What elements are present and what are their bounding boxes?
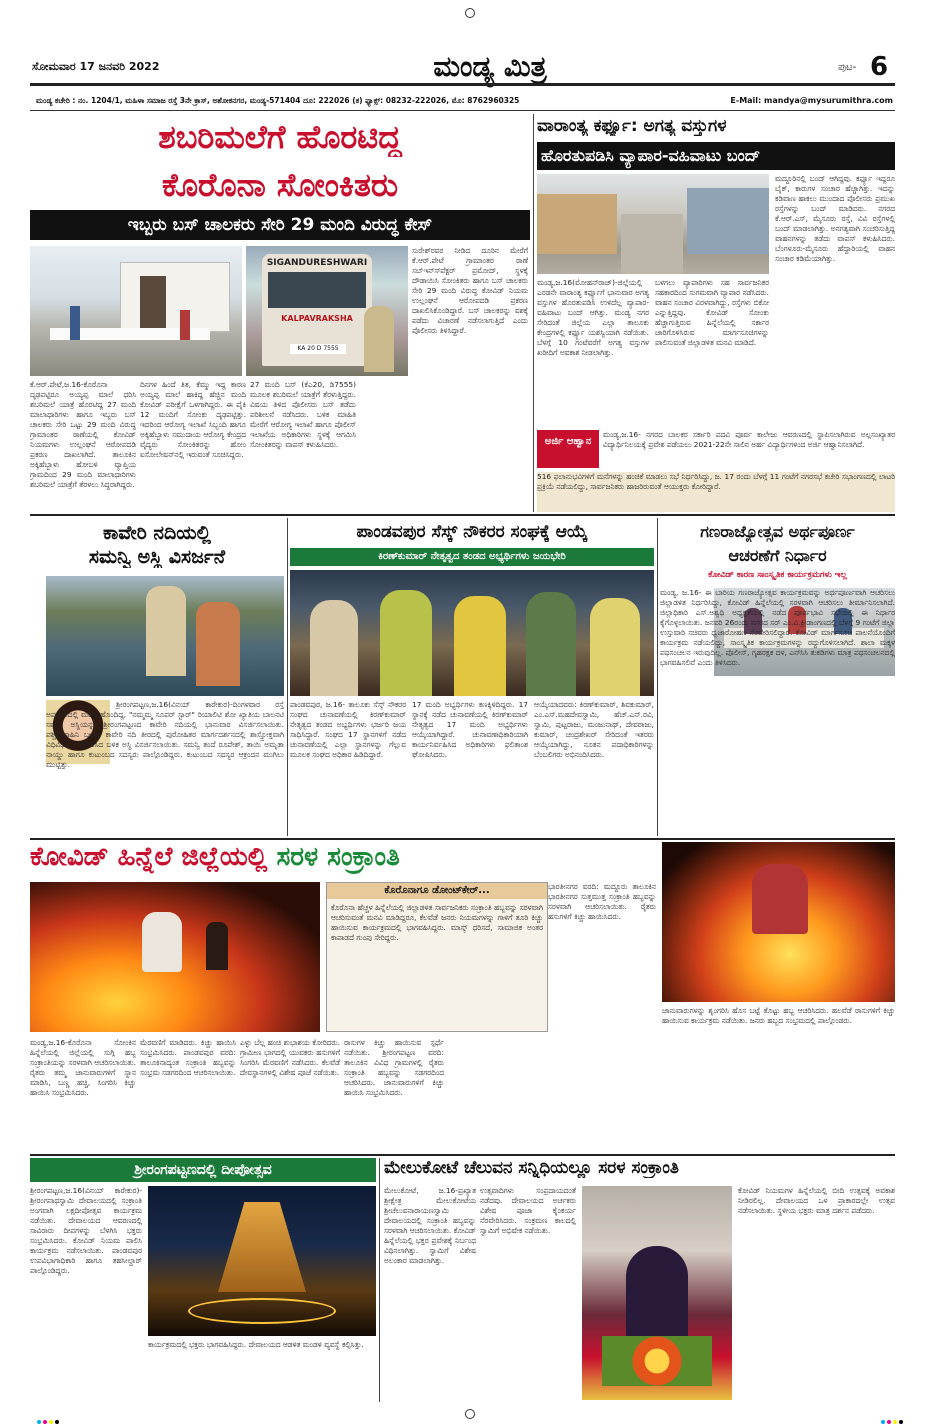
story6-headline xyxy=(30,842,660,878)
story4-subhead: ಕಿರಣ್‍ಕುಮಾರ್ ನೇತೃತ್ವದ ತಂಡದ ಅಭ್ಯರ್ಥಿಗಳು ಜಯಭೇರಿ xyxy=(290,548,654,566)
story4-col-b: 17 ಮಂದಿ ಅಭ್ಯರ್ಥಿಗಳು ಕಣಕ್ಕಿಳಿದಿದ್ದರು. 17 ಸ್ಥಾನಕ್ಕೆ ನಡೆದ ಚುನಾವಣೆಯಲ್ಲಿ ಕಿರಣ್‍ಕುಮಾರ್ ನೇತೃತ್ವದ 17 ಮಂದಿ ಅಭ್ಯರ್ಥಿಗಳು ಆಯ್ಕೆಯಾಗಿದ್ದಾರೆ. ಚುನಾವಣಾಧಿಕಾರಿಯಾಗಿ ಕಾರ್ಯನಿರ್ವಹಿಸಿದ ಅಧಿಕಾರಿಗಳು ಫಲಿತಾಂಶ ಘೋಷಿಸಿದರು. xyxy=(412,700,528,759)
story-cesc xyxy=(290,518,654,838)
office-line-bar xyxy=(30,93,895,111)
story6-headline-part2: ಸರಳ ಸಂಕ್ರಾಂತಿ xyxy=(276,842,400,872)
story1-col-c: 27 ಮಂದಿ ಬಸ್ (ಕೆಎ20, ಡಿ7555) ಮೂಲಕ ಶಬರಿಮಲೆ ಯಾತ್ರೆಗೆ ತೆರಳುತ್ತಿದ್ದರು. ವಿಷಯ ತಿಳಿದ ಪೊಲೀಸರು ಬಸ್ ತಡೆದು ಪರಿಶೀಲನೆ ನಡೆಸಿದರು. ಬಳಿಕ ಮಾಹಿತಿ ಮೇರೆಗೆ ಆರೋಗ್ಯ ಇಲಾಖೆ ಹಾಗೂ ಪೊಲೀಸ್ ಇಲಾಖೆಯ ಅಧಿಕಾರಿಗಳು ಸ್ಥಳಕ್ಕೆ ಆಗಮಿಸಿ ಸೋಂಕಿತರನ್ನು ವಾಪಸ್ ಕಳುಹಿಸಿದರು. xyxy=(250,380,356,449)
story2-photo-street xyxy=(537,174,769,274)
story2-col-b: ಬಳಗಲು ವ್ಯಾಪಾರಿಗಳು ಸಹ ಸಾರ್ವಜನಿಕರ ಸಹಕಾರದಿಂದ ಸುಗಮವಾಗಿ ವ್ಯಾಪಾರ ನಡೆಸಿದರು. ವಾಹನ ಸಂಚಾರ ವಿರಳವಾಗಿದ್ದು, ರಸ್ತೆಗಳು ಬಿಕೋ ಎನ್ನುತ್ತಿದ್ದವು. ಕೋವಿಡ್ ಸೋಂಕು ಹೆಚ್ಚಾಗುತ್ತಿರುವ ಹಿನ್ನೆಲೆಯಲ್ಲಿ ಸರ್ಕಾರ ಜಾರಿಗೊಳಿಸಿರುವ ಮಾರ್ಗಸೂಚಿಗಳನ್ನು ಪಾಲಿಸುವಂತೆ ಜಿಲ್ಲಾಡಳಿತ ಮನವಿ ಮಾಡಿದೆ. xyxy=(655,278,769,347)
story-sankranti xyxy=(30,842,895,1154)
section-rule-1 xyxy=(30,514,895,516)
section-rule-2 xyxy=(30,838,895,840)
story2-notice-text: ಮಂಡ್ಯ,ಜ.16- ನಗರದ ಬಾಲಕರ ಸರ್ಕಾರಿ ಪದವಿ ಪೂರ್ವ ಕಾಲೇಜು ಆವರಣದಲ್ಲಿ ಸ್ಥಾಪಿಸಲಾಗಿರುವ ಅಲ್ಪಸಂಖ್ಯಾತರ ವಿದ್ಯಾರ್ಥಿನಿಲಯಕ್ಕೆ ಪ್ರವೇಶ ಪಡೆಯಲು 2021-22ನೇ ಸಾಲಿನ ಅರ್ಹ ವಿದ್ಯಾರ್ಥಿಗಳಿಂದ ಅರ್ಜಿ ಆಹ್ವಾನಿಸಲಾಗಿದೆ. xyxy=(603,430,895,449)
story5-text: ಮಂಡ್ಯ, ಜ.16- ಈ ಬಾರಿಯ ಗಣರಾಜ್ಯೋತ್ಸವ ಕಾರ್ಯಕ್ರಮವನ್ನು ಅರ್ಥಪೂರ್ಣವಾಗಿ ಆಚರಿಸಲು ಜಿಲ್ಲಾಡಳಿತ ನಿರ್ಧರಿಸಿದ್ದು, ಕೋವಿಡ್ ಹಿನ್ನೆಲೆಯಲ್ಲಿ ಸರಳವಾಗಿ ಆಚರಿಸಲು ತೀರ್ಮಾನಿಸಲಾಗಿದೆ. ಜಿಲ್ಲಾಧಿಕಾರಿ ಎಸ್.ಅಶ್ವಥಿ ಅಧ್ಯಕ್ಷತೆಯಲ್ಲಿ ನಡೆದ ಪೂರ್ವಭಾವಿ ಸಭೆಯಲ್ಲಿ ಈ ನಿರ್ಧಾರ ಕೈಗೊಳ್ಳಲಾಯಿತು. ಜನವರಿ 26ರಂದು ನಗರದ ಸರ್ ಎಂ.ವಿ.ಕ್ರೀಡಾಂಗಣದಲ್ಲಿ ಬೆಳಗ್ಗೆ 9 ಗಂಟೆಗೆ ಜಿಲ್ಲಾ ಉಸ್ತುವಾರಿ ಸಚಿವರು ಧ್ವಜಾರೋಹಣ ನೆರವೇರಿಸಲಿದ್ದಾರೆ. ಕೋವಿಡ್ ಮಾರ್ಗಸೂಚಿ ಪಾಲನೆಯೊಂದಿಗೆ ಕಾರ್ಯಕ್ರಮ ನಡೆಯಲಿದ್ದು, ಸಾಂಸ್ಕೃತಿಕ ಕಾರ್ಯಕ್ರಮಗಳನ್ನು ರದ್ದುಗೊಳಿಸಲಾಗಿದೆ. ಶಾಲಾ ಮಕ್ಕಳ ಪಥಸಂಚಲನ ಇರುವುದಿಲ್ಲ. ಪೊಲೀಸ್, ಗೃಹರಕ್ಷಕ ದಳ, ಎನ್‍ಸಿಸಿ ತುಕಡಿಗಳು ಮಾತ್ರ ಪಥಸಂಚಲನದಲ್ಲಿ ಭಾಗವಹಿಸಲಿವೆ ಎಂದು ತಿಳಿಸಿದರು. xyxy=(660,588,895,667)
story-kaveri xyxy=(30,518,284,838)
story7-headline: ಶ್ರೀರಂಗಪಟ್ಟಣದಲ್ಲಿ ದೀಪೋತ್ಸವ xyxy=(30,1158,376,1182)
story8-col-a: ಮೇಲುಕೋಟೆ, ಜ.16-ಪ್ರಖ್ಯಾತ ಶ್ರೀಕ್ಷೇತ್ರ ಮೇಲುಕೋಟೆಯ ಶ್ರೀಚೆಲುವನಾರಾಯಣಸ್ವಾಮಿ ದೇವಾಲಯದಲ್ಲಿ ಸಂಕ್ರಾಂತಿ ಹಬ್ಬವನ್ನು ಸರಳವಾಗಿ ಆಚರಿಸಲಾಯಿತು. ಕೋವಿಡ್ ಹಿನ್ನೆಲೆಯಲ್ಲಿ ಭಕ್ತರ ಪ್ರವೇಶಕ್ಕೆ ನಿರ್ಬಂಧ ವಿಧಿಸಲಾಗಿತ್ತು. ಸ್ವಾಮಿಗೆ ವಿಶೇಷ ಅಲಂಕಾರ ಮಾಡಲಾಗಿತ್ತು. xyxy=(384,1186,476,1265)
story5-subhead: ಕೋವಿಡ್ ಕಾರಣ ಸಾಂಸ್ಕೃತಿಕ ಕಾರ್ಯಕ್ರಮಗಳು ಇಲ್ಲ xyxy=(708,570,847,580)
story2-notice-badge xyxy=(537,430,599,468)
registration-mark-bottom xyxy=(465,1409,475,1419)
story8-col-c: ಕೋವಿಡ್ ನಿಯಮಗಳ ಹಿನ್ನೆಲೆಯಲ್ಲಿ ಬೀದಿ ಉತ್ಸವಕ್ಕೆ ಅವಕಾಶ ನೀಡಿರಲಿಲ್ಲ. ದೇವಾಲಯದ ಒಳ ಪ್ರಾಕಾರದಲ್ಲೇ ಉತ್ಸವ ನಡೆಸಲಾಯಿತು. ಸ್ಥಳೀಯ ಭಕ್ತರು ಮಾತ್ರ ದರ್ಶನ ಪಡೆದರು. xyxy=(738,1186,895,1215)
story2-headline-1: ವಾರಾಂತ್ಯ ಕರ್ಫ್ಯೂ: ಅಗತ್ಯ ವಸ್ತುಗಳ xyxy=(537,116,727,136)
story3-photo-river xyxy=(46,576,284,696)
story1-photo-clinic xyxy=(30,246,242,376)
bus-plate: KA 20 D 7555 xyxy=(290,344,346,354)
story8-headline: ಮೇಲುಕೋಟೆ ಚೆಲುವನ ಸನ್ನಿಧಿಯಲ್ಲೂ ಸರಳ ಸಂಕ್ರಾಂತಿ xyxy=(384,1158,679,1178)
story2-headline-2: ಹೊರತುಪಡಿಸಿ ವ್ಯಾಪಾರ-ವಹಿವಾಟು ಬಂದ್ xyxy=(537,142,895,170)
col-divider-mid-1 xyxy=(287,518,288,836)
story5-headline-1: ಗಣರಾಜ್ಯೋತ್ಸವ ಅರ್ಥಪೂರ್ಣ xyxy=(700,522,855,541)
story6-col-d: ರಾಸುಗಳ ಕಿಚ್ಚು ಹಾಯಿಸುವ ಸ್ಪರ್ಧೆ ನಡೆಯಿತು. ಶ್ರೀರಂಗಪಟ್ಟಣ ವರದಿ: ತಾಲೂಕಿನ ವಿವಿಧ ಗ್ರಾಮಗಳಲ್ಲಿ ರೈತರು ಸಂಕ್ರಾಂತಿ ಹಬ್ಬವನ್ನು ಸಡಗರದಿಂದ ಆಚರಿಸಿದರು. ಜಾನುವಾರುಗಳಿಗೆ ಕಿಚ್ಚು ಹಾಯಿಸಿ ಸಂಭ್ರಮಿಸಿದರು. xyxy=(344,1038,444,1097)
story4-headline: ಪಾಂಡವಪುರ ಸೆಸ್ಕ್ ನೌಕರರ ಸಂಘಕ್ಕೆ ಆಯ್ಕೆ xyxy=(356,522,588,542)
story4-photo-group xyxy=(290,570,654,696)
notice-badge-label: ಅರ್ಜಿ ಆಹ್ವಾನ xyxy=(544,436,592,447)
page-label: ಪುಟ- xyxy=(838,62,857,73)
paper-name: ಮಂಡ್ಯ ಮಿತ್ರ xyxy=(433,50,547,83)
story-sabarimala xyxy=(30,114,530,514)
office-email: E-Mail: mandya@mysurumithra.com xyxy=(730,96,893,105)
color-bar-right xyxy=(880,1409,904,1424)
story1-col-a: ಕೆ.ಆರ್.ಪೇಟೆ,ಜ.16-ಕೊರೊನಾ ದೃಢಪಟ್ಟಿರೂ ಅಯ್ಯಪ್ಪ ಮಾಲೆ ಧರಿಸಿ ಶಬರಿಮಲೆ ಯಾತ್ರೆ ಹೊರಟಿದ್ದ 27 ಮಂದಿ ಮಾಲಾಧಾರಿಗಳು ಹಾಗೂ ಇಬ್ಬರು ಬಸ್ ಚಾಲಕರು ಸೇರಿ ಒಟ್ಟು 29 ಮಂದಿ ವಿರುದ್ಧ ಗ್ರಾಮಾಂತರ ಠಾಣೆಯಲ್ಲಿ ಕೋವಿಡ್ ನಿಯಮಗಳು ಉಲ್ಲಂಘನೆ ಆರೋಪದಡಿ ಪ್ರಕರಣ ದಾಖಲಾಗಿದೆ. ತಾಲೂಕಿನ ಅಕ್ಕಿಹೆಬ್ಬಾಳು ಹೋಬಳಿ ವ್ಯಾಪ್ತಿಯ ಗ್ರಾಮದಿಂದ 29 ಮಂದಿ ಮಾಲಾಧಾರಿಗಳು ಶಬರಿಮಲೆ ಯಾತ್ರೆಗೆ ತೆರಳಲು ಸಿದ್ಧರಾಗಿದ್ದರು. xyxy=(30,380,136,489)
page-number: 6 xyxy=(870,52,889,82)
story6-col-e: ಭಾರತೀನಗರ ವರದಿ: ಮದ್ದೂರು ತಾಲೂಕಿನ ಭಾರತೀನಗರ ಸುತ್ತಮುತ್ತ ಸಂಕ್ರಾಂತಿ ಹಬ್ಬವನ್ನು ಸರಳವಾಗಿ ಆಚರಿಸಲಾಯಿತು. ರೈತರು ಹಸುಗಳಿಗೆ ಕಿಚ್ಚು ಹಾಯಿಸಿದರು. xyxy=(548,882,656,921)
story4-col-a: ಪಾಂಡವಪುರ, ಜ.16- ತಾಲೂಕು ಸೆಸ್ಕ್ ನೌಕರರ ಸಂಘದ ಚುನಾವಣೆಯಲ್ಲಿ ಕಿರಣ್‍ಕುಮಾರ್ ನೇತೃತ್ವದ ತಂಡದ ಅಭ್ಯರ್ಥಿಗಳು ಭರ್ಜರಿ ಜಯ ಸಾಧಿಸಿದ್ದಾರೆ. ಸಂಘದ 17 ಸ್ಥಾನಗಳಿಗೆ ನಡೆದ ಚುನಾವಣೆಯಲ್ಲಿ ಎಲ್ಲಾ ಸ್ಥಾನಗಳನ್ನು ಗೆಲ್ಲುವ ಮೂಲಕ ಸಂಘದ ಅಧಿಕಾರ ಹಿಡಿದಿದ್ದಾರೆ. xyxy=(290,700,406,759)
story-republic-day xyxy=(660,518,895,838)
masthead xyxy=(30,50,895,94)
office-address: ಮಂಡ್ಯ ಕಚೇರಿ : ನಂ. 1204/1, ಮಹಿಳಾ ಸಮಾಜ ರಸ್ತೆ 3ನೇ ಕ್ರಾಸ್, ಅಶೋಕನಗರ, ಮಂಡ್ಯ-571404 ದೂ: 222026 (ಕ) ಫ್ಯಾಕ್ಸ್: 08232-222026, ಮೊ: 8762960325 xyxy=(36,96,520,105)
masthead-rule xyxy=(30,83,895,86)
story6-col-f: ಜಾನುವಾರುಗಳನ್ನು ಶೃಂಗರಿಸಿ ಹೊಸ ಬಟ್ಟೆ ತೊಟ್ಟು ಹಬ್ಬ ಆಚರಿಸಿದರು. ಹಲವೆಡೆ ರಾಸುಗಳಿಗೆ ಕಿಚ್ಚು ಹಾಯಿಸುವ ಕಾರ್ಯಕ್ರಮ ನಡೆಯಿತು. ಜನರು ಹಬ್ಬದ ಸಂಭ್ರಮದಲ್ಲಿ ಪಾಲ್ಗೊಂಡರು. xyxy=(662,1006,895,1025)
story8-photo-deity xyxy=(582,1186,732,1400)
story-deepotsava xyxy=(30,1158,376,1402)
col-divider-top xyxy=(533,114,534,512)
story5-headline-2: ಆಚರಣೆಗೆ ನಿರ್ಧಾರ xyxy=(728,546,827,565)
story3-headline-1: ಕಾವೇರಿ ನದಿಯಲ್ಲಿ xyxy=(103,522,211,544)
story6-box xyxy=(326,882,548,1032)
registration-mark-top xyxy=(465,8,475,18)
color-bar-left xyxy=(36,1409,60,1424)
story7-text-b: ಕಾರ್ಯಕ್ರಮದಲ್ಲಿ ಭಕ್ತರು ಭಾಗವಹಿಸಿದ್ದರು. ದೇವಾಲಯದ ಆಡಳಿತ ಮಂಡಳಿ ವ್ಯವಸ್ಥೆ ಕಲ್ಪಿಸಿತ್ತು. xyxy=(148,1340,364,1349)
story2-col-c: ಮದ್ದೂರಿನಲ್ಲಿ ಬಂದ್ ಆಗಿದ್ದವು. ಕರ್ಫ್ಯೂ ಇದ್ದರೂ ಬೈಕ್, ಕಾರುಗಳ ಸಂಚಾರ ಹೆಚ್ಚಾಗಿತ್ತು. ಇದನ್ನು ಕಡಿವಾಣ ಹಾಕಲು ಮುಂದಾದ ಪೊಲೀಸರು ಪ್ರಮುಖ ರಸ್ತೆಗಳನ್ನು ಬಂದ್ ಮಾಡಿದರು. ನಗರದ ಕೆ.ಆರ್.ಎಸ್, ಮೈಸೂರು ರಸ್ತೆ, ವಿವಿ ರಸ್ತೆಗಳಲ್ಲಿ ಬಂದ್ ಮಾಡಲಾಗಿತ್ತು. ಅನಗತ್ಯವಾಗಿ ಸಂಚರಿಸುತ್ತಿದ್ದ ವಾಹನಗಳನ್ನು ತಡೆದು ವಾಪಸ್ ಕಳುಹಿಸಿದರು. ಬೆಂಗಳೂರು-ಮೈಸೂರು ಹೆದ್ದಾರಿಯಲ್ಲಿ ವಾಹನ ಸಂಚಾರ ಕಡಿಮೆಯಾಗಿತ್ತು. xyxy=(775,174,895,263)
story3-text: ಶ್ರೀರಂಗಪಟ್ಟಣ,ಜ.16(ವಿನಯ್ ಕಾರೇಕುರ)-ದಿಂಗಳವಾರ ರಸ್ತೆ ಅಪಘಾತದಲ್ಲಿ ಮರಣ ಹೊಂದಿದ್ದ, "ನಮ್ಮಮ್ಮ ಸೂಪರ್ ಸ್ಟಾರ್" ರಿಯಾಲಿಟಿ ಶೋ ಖ್ಯಾತಿಯ ಬಾಲನಟಿ ಸಮನ್ವಿ ಅಸ್ಥಿಯನ್ನು ಶ್ರೀರಂಗಪಟ್ಟಣದ ಕಾವೇರಿ ನದಿಯಲ್ಲಿ ಭಾನುವಾರ ವಿಸರ್ಜಿಸಲಾಯಿತು. ಪಶ್ಚಿಮವಾಹಿನಿ ಬಳಿಯ ಕಾವೇರಿ ನದಿ ತೀರದಲ್ಲಿ ಪುರೋಹಿತರ ಮಾರ್ಗದರ್ಶನದಲ್ಲಿ ಶಾಸ್ತ್ರೋಕ್ತವಾಗಿ ವಿಧಿವಿಧಾನ ನೆರವೇರಿಸಿದ ಬಳಿಕ ಅಸ್ಥಿ ವಿಸರ್ಜಿಸಲಾಯಿತು. ಸಮನ್ವಿ ತಂದೆ ರೂಪೇಶ್, ತಾಯಿ ಅಮೃತಾ ನಾಯ್ಡು ಹಾಗೂ ಕುಟುಂಬದ ಸದಸ್ಯರು ಪಾಲ್ಗೊಂಡಿದ್ದರು. ಕುಟುಂಬದ ಸದಸ್ಯರ ಆಕ್ರಂದನ ಮುಗಿಲು ಮುಟ್ಟಿತ್ತು. xyxy=(46,700,284,769)
story8-col-b: ಉತ್ಸವಾದಿಗಳು ಸಂಪ್ರದಾಯದಂತೆ ನಡೆದವು. ದೇವಾಲಯದ ಅರ್ಚಕರು ವಿಶೇಷ ಪೂಜಾ ಕೈಂಕರ್ಯ ನೆರವೇರಿಸಿದರು. ಸಂಕ್ರಮಣ ಕಾಲದಲ್ಲಿ ಸ್ವಾಮಿಗೆ ಅಭಿಷೇಕ ನಡೆಯಿತು. xyxy=(480,1186,576,1235)
story1-col-b: ದಿನಗಳ ಹಿಂದೆ ತಿತ, ಕೆಮ್ಮು ಇದ್ದ ಕಾರಣ ಅಯ್ಯಪ್ಪ ಮಾಲೆ ಹಾಕಿದ್ದ ಹೆಚ್ಚಿನ ಮಂದಿ ಕೋವಿಡ್ ಪರೀಕ್ಷೆಗೆ ಒಳಗಾಗಿದ್ದರು. ಈ ಪೈಕಿ 12 ಮಂದಿಗೆ ಸೋಂಕು ದೃಢಪಟ್ಟಿತ್ತು. ಇದರಿಂದ ಆರೋಗ್ಯ ಇಲಾಖೆ ಸಿಬ್ಬಂದಿ ಹಾಗೂ ಅಕ್ಕಿಹೆಬ್ಬಾಳು ಸಮುದಾಯ ಆರೋಗ್ಯ ಕೇಂದ್ರದ ವೈದ್ಯರು ಸೋಂಕಿತರನ್ನು ಹೋಂ ಐಸೋಲೇಷನ್‍ನಲ್ಲಿ ಇರುವಂತೆ ಸೂಚಿಸಿದ್ದರು. xyxy=(140,380,246,459)
story6-box-title: ಕೊರೊನಾಗೂ ಡೋಂಟ್‍ಕೇರ್... xyxy=(327,883,547,899)
story6-col-a: ಮಂಡ್ಯ,ಜ.16-ಕೊರೊನಾ ಸೋಂಕಿನ ಹಿನ್ನೆಲೆಯಲ್ಲಿ ಜಿಲ್ಲೆಯಲ್ಲಿ ಸುಗ್ಗಿ ಹಬ್ಬ ಸಂಕ್ರಾಂತಿಯನ್ನು ಸರಳವಾಗಿ ಆಚರಿಸಲಾಯಿತು. ರೈತರು ತಮ್ಮ ಜಾನುವಾರುಗಳಿಗೆ ಸ್ನಾನ ಮಾಡಿಸಿ, ಬಣ್ಣ ಹಚ್ಚಿ, ಸಿಂಗರಿಸಿ ಕಿಚ್ಚು ಹಾಯಿಸಿ ಸಂಭ್ರಮಿಸಿದರು. xyxy=(30,1038,136,1097)
col-divider-mid-2 xyxy=(657,518,658,836)
bus-sub-label: KALPAVRAKSHA xyxy=(281,314,353,323)
story-curfew xyxy=(537,114,895,514)
story2-col-a: ಮಂಡ್ಯ,ಜ.16(ಮೋಹನ್‍ರಾಜ್)-ಜಿಲ್ಲೆಯಲ್ಲಿ ಎರಡನೇ ವಾರಾಂತ್ಯ ಕರ್ಫ್ಯೂಗೆ ಭಾನುವಾರ ಅಗತ್ಯ ವಸ್ತುಗಳ ಹೊರತುಪಡಿಸಿ ಉಳಿದೆಲ್ಲ ವ್ಯಾಪಾರ-ವಹಿವಾಟು ಬಂದ್ ಆಗಿತ್ತು. ಮಂಡ್ಯ ನಗರ ಸೇರಿದಂತೆ ಜಿಲ್ಲೆಯ ಎಲ್ಲಾ ತಾಲೂಕು ಕೇಂದ್ರಗಳಲ್ಲಿ ಕರ್ಫ್ಯೂ ಯಶಸ್ವಿಯಾಗಿ ನಡೆಯಿತು. ಬೆಳಗ್ಗೆ 10 ಗಂಟೆವರೆಗೆ ಅಗತ್ಯ ವಸ್ತುಗಳ ಖರೀದಿಗೆ ಅವಕಾಶ ನೀಡಲಾಗಿತ್ತು. xyxy=(537,278,649,357)
story1-headline-2: ಕೊರೊನಾ ಸೋಂಕಿತರು xyxy=(161,166,399,204)
story6-col-b: ಮೆರವಣಿಗೆ ಮಾಡಿದರು. ಕಿಚ್ಚು ಹಾಯಿಸಿ ಸಂಭ್ರಮಿಸಿದರು. ಪಾಂಡವಪುರ ವರದಿ: ತಾಲೂಕಿನಾದ್ಯಂತ ಸಂಕ್ರಾಂತಿ ಹಬ್ಬವನ್ನು ಸಂಭ್ರಮ ಸಡಗರದಿಂದ ಆಚರಿಸಲಾಯಿತು. xyxy=(140,1038,236,1077)
masthead-date: ಸೋಮವಾರ 17 ಜನವರಿ 2022 xyxy=(32,60,160,73)
col-divider-bottom xyxy=(379,1158,380,1402)
story7-text: ಶ್ರೀರಂಗಪಟ್ಟಣ,ಜ.16(ವಿನಯ್ ಕಾರೇಕುರ)-ಶ್ರೀರಂಗನಾಥಸ್ವಾಮಿ ದೇವಾಲಯದಲ್ಲಿ ಸಂಕ್ರಾಂತಿ ಅಂಗವಾಗಿ ಲಕ್ಷದೀಪೋತ್ಸವ ಕಾರ್ಯಕ್ರಮ ನಡೆಯಿತು. ದೇವಾಲಯದ ಆವರಣದಲ್ಲಿ ಸಾವಿರಾರು ದೀಪಗಳನ್ನು ಬೆಳಗಿಸಿ ಭಕ್ತರು ಸಂಭ್ರಮಿಸಿದರು. ಕೋವಿಡ್ ನಿಯಮ ಪಾಲಿಸಿ ಕಾರ್ಯಕ್ರಮ ನಡೆಸಲಾಯಿತು. ಪಾಂಡವಪುರ ಉಪವಿಭಾಗಾಧಿಕಾರಿ ಹಾಗೂ ತಹಸೀಲ್ದಾರ್ ಪಾಲ್ಗೊಂಡಿದ್ದರು. xyxy=(30,1186,142,1275)
story6-photo-fire-left xyxy=(30,882,320,1032)
story4-col-c: ಆಯ್ಕೆಯಾದವರು: ಕಿರಣ್‍ಕುಮಾರ್, ಶಿವಕುಮಾರ್, ಎಂ.ಎಸ್.ಮಹದೇವಸ್ವಾಮಿ, ಹೆಚ್.ಎನ್.ರವಿ, ಸ್ವಾಮಿ, ಪುಟ್ಟರಾಜು, ಮಂಜುನಾಥ್, ದೇವರಾಜು, ಕುಮಾರ್, ಚಂದ್ರಶೇಖರ್ ಸೇರಿದಂತೆ ಇತರರು ಆಯ್ಕೆಯಾಗಿದ್ದು, ನೂತನ ಪದಾಧಿಕಾರಿಗಳನ್ನು ಬೆಂಬಲಿಗರು ಅಭಿನಂದಿಸಿದರು. xyxy=(534,700,654,759)
story6-col-c: ಎಳ್ಳು ಬೆಲ್ಲ ಹಂಚಿ ಶುಭಾಶಯ ಕೋರಿದರು. ಗ್ರಾಮೀಣ ಭಾಗದಲ್ಲಿ ಯುವಕರು ಹಸುಗಳಿಗೆ ಸಿಂಗರಿಸಿ ಮೆರವಣಿಗೆ ನಡೆಸಿದರು. ಕೆಲವೆಡೆ ದೇವಸ್ಥಾನಗಳಲ್ಲಿ ವಿಶೇಷ ಪೂಜೆ ನಡೆಯಿತು. xyxy=(240,1038,340,1077)
story1-photo-bus xyxy=(246,246,408,376)
bus-label: SIGANDURESHWARI xyxy=(266,258,368,268)
story-melukote xyxy=(384,1158,895,1402)
story6-photo-fire-right xyxy=(662,842,895,1002)
story2-bottom-text: 516 ಫಲಾನುಭವಿಗಳಿಗೆ ಮನೆಗಳನ್ನು ಹಂಚಿಕೆ ಮಾಡಲು ಸಭೆ ನಿರ್ಧರಿಸಿದ್ದು, ಜ. 17 ರಂದು ಬೆಳಗ್ಗೆ 11 ಗಂಟೆಗೆ ನಗರಸಭೆ ಕಚೇರಿ ಸಭಾಂಗಣದಲ್ಲಿ ಲಾಟರಿ ಪ್ರಕ್ರಿಯೆ ನಡೆಯಲಿದ್ದು, ಸಾರ್ವಜನಿಕರು ಹಾಜರಿರುವಂತೆ ಆಯುಕ್ತರು ಕೋರಿದ್ದಾರೆ. xyxy=(537,472,895,512)
story6-box-text: ಕೊರೊನಾ ಹೆಚ್ಚಳ ಹಿನ್ನೆಲೆಯಲ್ಲಿ ಜಿಲ್ಲಾಡಳಿತ ಸಾರ್ವಜನಿಕರು ಸಂಕ್ರಾಂತಿ ಹಬ್ಬವನ್ನು ಸರಳವಾಗಿ ಆಚರಿಸುವಂತೆ ಮನವಿ ಮಾಡಿದ್ದರೂ, ಕೆಲವೆಡೆ ಜನರು ನಿಯಮಗಳನ್ನು ಗಾಳಿಗೆ ತೂರಿ ಕಿಚ್ಚು ಹಾಯಿಸುವ ಕಾರ್ಯಕ್ರಮದಲ್ಲಿ ಭಾಗವಹಿಸಿದ್ದರು. ಮಾಸ್ಕ್ ಧರಿಸದೆ, ಸಾಮಾಜಿಕ ಅಂತರ ಕಾಪಾಡದೆ ಗುಂಪು ಸೇರಿದ್ದರು. xyxy=(331,903,543,942)
story1-col-d: ಸುರೇಶ್‍ರವರ ನೀಡಿದ ದೂರಿನ ಮೇರೆಗೆ ಕೆ.ಆರ್.ಪೇಟೆ ಗ್ರಾಮಾಂತರ ಠಾಣೆ ಸಬ್‍ಇನ್ಸ್‍ಪೆಕ್ಟರ್ ಪ್ರಮೋದ್, ಸ್ಥಳಕ್ಕೆ ದೌಡಾಯಿಸಿ ಸೋಂಕಿತರು ಹಾಗೂ ಬಸ್ ಚಾಲಕರು ಸೇರಿ 29 ಮಂದಿ ವಿರುದ್ಧ ಕೋವಿಡ್ ನಿಯಮ ಉಲ್ಲಂಘನೆ ಆರೋಪದಡಿ ಪ್ರಕರಣ ದಾಖಲಿಸಿಕೊಂಡಿದ್ದಾರೆ. ಬಸ್ ಚಾಲಕರನ್ನು ವಶಕ್ಕೆ ಪಡೆದು ವಿಚಾರಣೆ ನಡೆಸಲಾಗುತ್ತಿದೆ ಎಂದು ಪೊಲೀಸರು ತಿಳಿಸಿದ್ದಾರೆ. xyxy=(412,246,528,335)
story7-photo-temple xyxy=(148,1186,376,1336)
story3-headline-2: ಸಮನ್ವಿ ಅಸ್ಥಿ ವಿಸರ್ಜನೆ xyxy=(88,546,226,568)
section-rule-3 xyxy=(30,1154,895,1156)
story1-headline-1: ಶಬರಿಮಲೆಗೆ ಹೊರಟಿದ್ದ xyxy=(158,118,402,156)
story1-subhead: ಇಬ್ಬರು ಬಸ್ ಚಾಲಕರು ಸೇರಿ 29 ಮಂದಿ ವಿರುದ್ಧ ಕೇಸ್ xyxy=(30,210,530,240)
story6-headline-part1: ಕೋವಿಡ್ ಹಿನ್ನೆಲೆ ಜಿಲ್ಲೆಯಲ್ಲಿ xyxy=(30,842,268,872)
